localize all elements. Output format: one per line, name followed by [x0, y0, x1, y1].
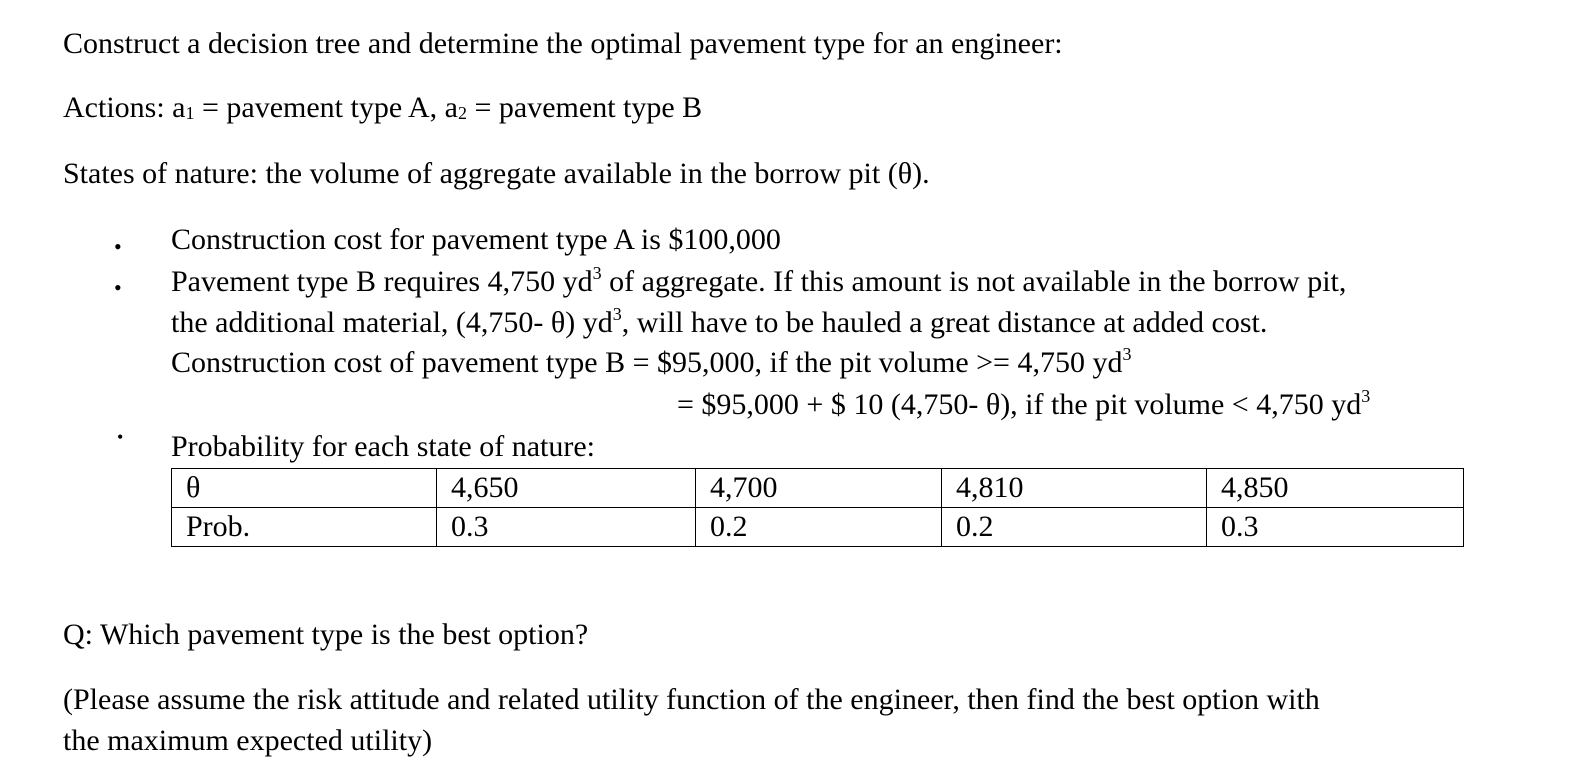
table-cell: 0.2 — [696, 508, 942, 547]
table-cell: 4,810 — [942, 469, 1207, 508]
table-cell: 4,850 — [1207, 469, 1464, 508]
bullet-icon: • — [114, 234, 122, 259]
table-cell: 4,700 — [696, 469, 942, 508]
table-cell: θ — [172, 469, 437, 508]
table-cell: 4,650 — [437, 469, 696, 508]
probability-table — [171, 468, 1464, 547]
bullet-icon: • — [117, 427, 124, 447]
table-row — [172, 469, 1464, 508]
bullet-cost-a: Construction cost for pavement type A is $100,000 — [171, 223, 781, 256]
bullet-cost-b-line1: Pavement type B requires 4,750 $yd^3$ of aggregate. If this amount is not available in the borrow pit, — [171, 263, 1347, 298]
note-line-2: the maximum expected utility) — [63, 724, 433, 757]
states-of-nature-line: States of nature: the volume of aggregate available in the borrow pit (θ). — [63, 157, 930, 190]
bullet-cost-b-line3: Construction cost of pavement type B = $95,000, if the pit volume >= 4,750 $yd^3$ — [171, 344, 1132, 379]
table-cell: 0.3 — [437, 508, 696, 547]
table-cell: 0.2 — [942, 508, 1207, 547]
bullet-cost-b-line4: = $95,000 + $ 10 (4,750- θ), if the pit volume < 4,750 $yd^3$ — [677, 386, 1371, 421]
note-line-1: (Please assume the risk attitude and related utility function of the engineer, then find the best option with — [63, 683, 1320, 716]
problem-heading: Construct a decision tree and determine the optimal pavement type for an engineer: — [63, 27, 1063, 60]
table-cell: Prob. — [172, 508, 437, 547]
table-cell: 0.3 — [1207, 508, 1464, 547]
bullet-icon: • — [114, 275, 122, 300]
bullet-cost-b-line2: the additional material, (4,750- θ) $yd^3$, will have to be hauled a great distance at added cost. — [171, 304, 1268, 339]
table-row — [172, 508, 1464, 547]
bullet-probability-label: Probability for each state of nature: — [171, 430, 596, 463]
actions-line: Actions: $a_1$ = pavement type A, $a_2$ = pavement type B — [63, 91, 703, 124]
question-line: Q: Which pavement type is the best option? — [63, 618, 589, 651]
